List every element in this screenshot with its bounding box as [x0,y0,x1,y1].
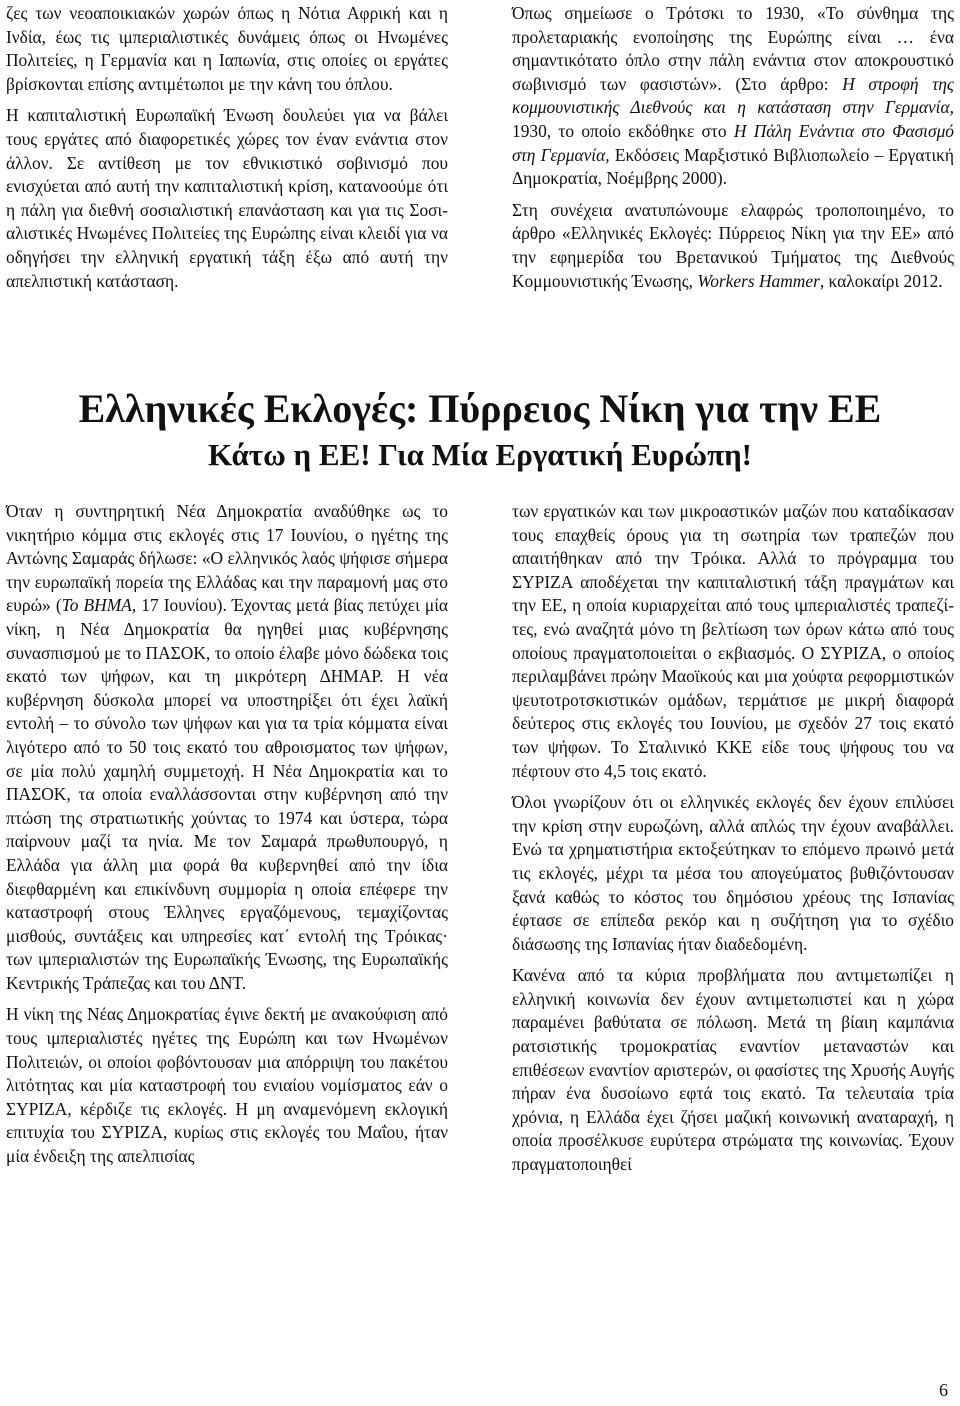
text-run: , καλοκαίρι 2012. [819,270,943,291]
article-subheadline: Κάτω η ΕΕ! Για Μία Εργατική Ευρώπη! [207,437,752,472]
page-number: 6 [939,1380,948,1400]
paragraph: Όλοι γνωρίζουν ότι οι ελληνικές εκλογές δεν έχουν επιλύσει την κρίση στην ευρωζώνη, αλλά απλώς την έχουν αναβάλλει. Ενώ τα χρηματιστήρια εκτοξεύτηκαν το επόμενο πρωινό μετά τις εκλογές, μέχρι τα μέσα του απογεύματος βυθιζόντουσαν ξανά καθώς το κόστος του δημόσιου χρέους της Ισπανίας έφτασε σε επίπεδα ρεκόρ και η συζήτηση για το σχέδιο διάσωσης της Ισπανίας ήταν διαδεδομένη. [512,792,954,954]
newspaper-title: Workers Hammer [697,270,820,291]
paragraph: Η καπιταλιστική Ευρωπαϊκή Ένωση δουλεύει για να βάλει τους εργάτες από διαφορετικές χώρες τον έναν ενάντια στον άλλον. Σε αντίθεση με τον εθνικιστικό σοβινισμό που ενισχύεται από αυτή την καπιταλιστική κρίση, κατανοούμε ότι η πάλη για διεθνή σοσιαλιστική επανάσταση και για τις Σοσιαλιστικές Ηνωμένες Πολιτείες της Ευρώπης είναι κλειδί για να οδηγήσει την ελληνική εργατική τάξη έξω από αυτή την απελπιστική κατάσταση. [6,105,448,291]
text-run: Εκδόσεις Μαρξιστικό Βιβλιοπωλείο – Εργατική Δημοκρατία, Νοέμβρης 2000). [512,144,954,189]
text-run: Όπως σημείωσε ο Τρότσκι το 1930, «Το σύνθημα της προλεταριακής ενοποίησης της Ευρώπης είναι … ένα σημαντικότατο όπλο στην πάλη ενάντια στον αποκρουστικό σωβινισμό των φασιστών». (Στο άρθρο: [512,3,954,94]
text-run: 1930, το οποίο εκδόθηκε στο [512,120,734,141]
newspaper-title: Το ΒΗΜΑ, [61,595,137,616]
paragraph [512,2,954,191]
text-run: Όταν η συντηρητική Νέα Δημοκρατία αναδύθηκε ως το νικητήριο κόμμα στις εκλογές στις 17 Ιουνίου, ο ηγέτης της Αντώνης Σαμαράς δήλωσε: «Ο ελληνικός λαός ψήφισε σήμερα την ευρωπαϊκή πορεία της Ελλάδας και την παραμονή μας στο ευρώ» ( [6,501,448,616]
book-title: Η Πάλη Ενάντια στο Φασισμό στη Γερμανία, [512,120,955,165]
paragraph [6,500,448,995]
article-title: Η στροφή της κομμουνιστικής Διεθνούς και η κατάσταση στην Γερμανία, [512,73,954,118]
text-run: Στη συνέχεια ανατυπώνουμε ελαφρώς τροποποιημένο, το άρθρο «Ελληνικές Εκλογές: Πύρρειος Νίκη για την ΕΕ» από την εφημερίδα του Βρετανικού Τμήματος της Διεθνούς Κομμουνιστικής Ένωσης, [512,199,954,291]
paragraph: των εργατικών και των μικροαστικών μαζών που καταδίκασαν τους επαχθείς όρους για τη σωτηρία των τραπεζών που απαιτήθηκαν από την Τρόικα. Αλλά το πρόγραμμα του ΣΥΡΙΖΑ αποδέχεται την καπιταλιστική τάξη πραγμάτων και την ΕΕ, η οποία κυριαρχείται από τους ιμπεριαλιστές τραπεζίτες, ενώ αναζητά μόνο τη βελτίωση των όρων κάτω από τους οποίους πραγματοποιείται ο εκβιασμός. Ο ΣΥΡΙΖΑ, ο οποίος περιλαμβάνει πρώην Μαοϊκούς και μια χούφτα ρεφορμιστικών ψευτοτροτσκιστικών ομάδων, τερμάτισε με μικρή διαφορά δεύτερος στις εκλογές του Ιουνίου, με σχεδόν 27 τοις εκατό των ψήφων. Το Σταλινικό ΚΚΕ είδε τους ψήφους του να πέφτουν στο 4,5 τοις εκατό. [512,501,954,781]
paragraph: Κανένα από τα κύρια προβλήματα που αντιμετωπίζει η ελληνική κοινωνία δεν έχουν αντιμετωπιστεί και η χώρα παραμένει βαθύτατα σε πόλωση. Μετά τη βίαιη καμπάνια ρατσιστικής τρομοκρατίας εναντίον μεταναστών και επιθέσεων εναντίον αριστερών, οι φασίστες της Χρυσής Αυγής πήραν ένα δυσοίωνο εφτά τοις εκατό. Τα τελευταία τρία χρόνια, η Ελλάδα έχει ζήσει μαζική κοινωνική αναταραχή, η οποία προσέλκυσε ευρύτερα στρώματα της κοινωνίας. Έχουν πραγματοποιηθεί [512,965,954,1175]
bottom-right-column [512,500,954,1177]
paragraph [512,199,954,293]
paragraph: Η νίκη της Νέας Δημοκρατίας έγινε δεκτή με ανακούφιση από τους ιμπεριαλιστές ηγέτες της Ευρώπη και των Ηνωμένων Πολιτειών, οι οποίοι φοβόντουσαν μια απόρριψη του πακέτου λιτότητας και μία καταστροφή του ενιαίου νομίσματος εάν ο ΣΥΡΙΖΑ, κέρδιζε τις εκλογές. Η μη αναμενόμενη εκλογική επιτυχία του ΣΥΡΙΖΑ, κυρίως στις εκλογές του Μαΐου, ήταν μία ένδειξη της απελπισίας [6,1004,448,1167]
top-left-column [6,2,448,293]
article-headline: Ελληνικές Εκλογές: Πύρρειος Νίκη για την ΕΕ [78,386,882,431]
bottom-left-column [6,500,448,1169]
paragraph: ζες των νεοαποικιακών χωρών όπως η Νότια Αφρική και η Ινδία, έως τις ιμπεριαλιστικές δυνάμεις όπως οι Ηνωμένες Πολιτείες, η Γερμανία και η Ιαπωνία, στις οποίες οι εργάτες βρίσκονται επίσης αντιμέτωποι με την κάνη του όπλου. [6,3,448,94]
text-run: 17 Ιουνίου). Έχοντας μετά βίας πετύχει μία νίκη, η Νέα Δημοκρατία θα ηγηθεί μιας κυβέρνησης συνασπισμού με το ΠΑΣΟΚ, το οποίο έλαβε μόνο δώδεκα τοις εκατό των ψήφων, και τη μικρότερη ΔΗΜΑΡ. Η νέα κυβέρνηση δύσκολα μπορεί να υποστηρίξει ότι έχει λαϊκή εντολή – το σύνολο των ψήφων και για τα τρία κόμματα είναι λιγότερο από το 50 τοις εκατό του αθροισματος των ψήφων, σε μία πολύ χαμηλή συμμετοχή. Η Νέα Δημοκρατία και το ΠΑΣΟΚ, τα οποία εναλλάσσονται στην κυβέρνηση από την πτώση της στρατιωτικής χούντας το 1974 και ύστερα, τώρα παίρνουν μαζί τα ηνία. Με τον Σαμαρά πρωθυπουργό, η Ελλάδα για άλλη μια φορά θα κυβερνηθεί από την ίδια διεφθαρμένη και επικίνδυνη συμμορία η οποία επέφερε την καταστροφή στους Έλληνες εργαζόμενους, τεμαχίζοντας μισθούς, συντάξεις και υπηρεσίες κατ΄ εντολή της Τρόικας· των ιμπεριαλιστών της Ευρωπαϊκής Ένωσης, της Ευρωπαϊκής Κεντρικής Τράπεζας και του ΔΝΤ. [6,595,448,993]
top-right-column [512,2,954,293]
